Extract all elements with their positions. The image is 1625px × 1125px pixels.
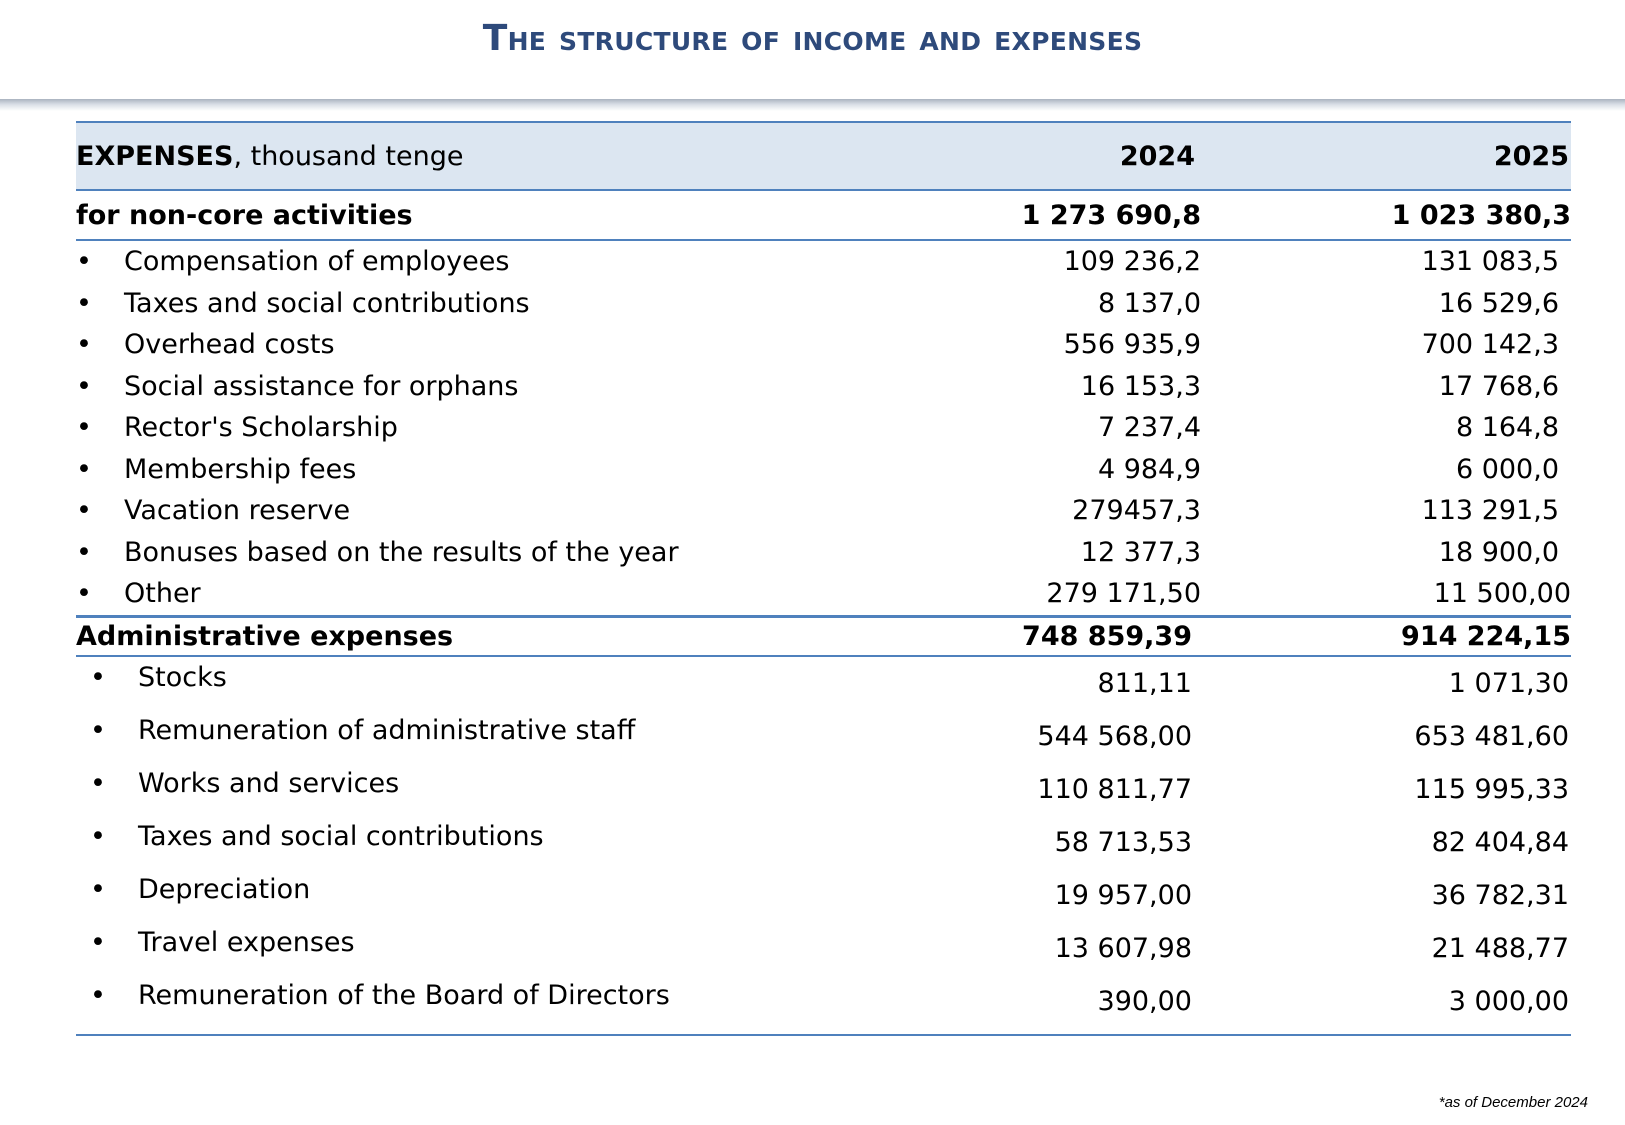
row-value-2025: 653 481,60 [1414, 720, 1569, 752]
row-label-text: Taxes and social contributions [138, 820, 544, 852]
section-label: Administrative expenses [76, 620, 454, 652]
row-label-text: Membership fees [124, 453, 357, 485]
bullet-icon: • [76, 329, 92, 361]
table-row [76, 324, 1571, 366]
bullet-icon: • [76, 370, 92, 402]
expenses-table [76, 121, 1571, 1036]
table-row [76, 490, 1571, 532]
row-value-2024: 12 377,3 [1080, 536, 1201, 568]
row-label [76, 329, 1571, 360]
row-label [76, 768, 1571, 799]
row-label [76, 927, 1571, 958]
row-value-2025: 21 488,77 [1431, 932, 1569, 964]
row-value-2025: 18 900,0 [1438, 536, 1559, 568]
row-value-2024: 4 984,9 [1097, 453, 1201, 485]
row-value-2024: 19 957,00 [1054, 879, 1192, 911]
header-label [76, 141, 1571, 172]
row-value-2025: 11 500,00 [1433, 578, 1571, 610]
bullet-icon: • [76, 536, 92, 568]
row-value-2024: 58 713,53 [1054, 826, 1192, 858]
section-value-2025: 1 023 380,3 [1391, 199, 1571, 231]
table-bottom-rule [76, 1034, 1571, 1036]
section-label: for non-core activities [76, 199, 413, 231]
bullet-icon: • [90, 767, 106, 799]
row-value-2024: 8 137,0 [1097, 287, 1201, 319]
table-row [76, 710, 1571, 763]
row-label-text: Travel expenses [138, 926, 355, 958]
section-value-2024: 748 859,39 [1022, 620, 1192, 652]
row-value-2025: 82 404,84 [1431, 826, 1569, 858]
row-value-2024: 811,11 [1097, 667, 1192, 699]
row-value-2024: 556 935,9 [1063, 329, 1201, 361]
table-row [76, 283, 1571, 325]
row-label-text: Other [124, 578, 201, 610]
bullet-icon: • [76, 412, 92, 444]
row-label [76, 495, 1571, 526]
row-label [76, 537, 1571, 568]
bullet-icon: • [76, 453, 92, 485]
row-label [76, 412, 1571, 443]
row-label-text: Social assistance for orphans [124, 370, 519, 402]
section-value-2025: 914 224,15 [1401, 620, 1571, 652]
table-row [76, 573, 1571, 615]
row-label [76, 662, 1571, 693]
row-label-text: Rector's Scholarship [124, 412, 398, 444]
row-value-2025: 115 995,33 [1414, 773, 1569, 805]
row-value-2024: 13 607,98 [1054, 932, 1192, 964]
row-label-text: Compensation of employees [124, 246, 510, 278]
row-value-2025: 17 768,6 [1438, 370, 1559, 402]
row-label [76, 454, 1571, 485]
row-value-2025: 16 529,6 [1438, 287, 1559, 319]
bullet-icon: • [90, 926, 106, 958]
table-row [76, 869, 1571, 922]
row-value-2024: 279 171,50 [1046, 578, 1201, 610]
row-value-2025: 36 782,31 [1431, 879, 1569, 911]
table-row [76, 657, 1571, 710]
header-col-2024: 2024 [1119, 140, 1195, 172]
row-label-text: Stocks [138, 661, 227, 693]
footnote: *as of December 2024 [1438, 1094, 1588, 1111]
row-label-text: Vacation reserve [124, 495, 351, 527]
section-row-admin [76, 615, 1571, 657]
row-value-2024: 16 153,3 [1080, 370, 1201, 402]
bullet-icon: • [76, 495, 92, 527]
row-label [76, 371, 1571, 402]
noncore-items-list [76, 241, 1571, 615]
row-label [76, 288, 1571, 319]
section-value-2024: 1 273 690,8 [1021, 199, 1201, 231]
row-value-2025: 1 071,30 [1448, 667, 1569, 699]
table-row [76, 241, 1571, 283]
row-label [76, 980, 1571, 1011]
row-value-2024: 110 811,77 [1037, 773, 1192, 805]
row-value-2024: 544 568,00 [1037, 720, 1192, 752]
header-col-2025: 2025 [1493, 140, 1569, 172]
page-title: The structure of income and expenses [482, 18, 1143, 59]
row-value-2025: 131 083,5 [1421, 246, 1559, 278]
row-value-2024: 109 236,2 [1063, 246, 1201, 278]
row-label [76, 246, 1571, 277]
row-value-2025: 113 291,5 [1421, 495, 1559, 527]
table-header-row [76, 121, 1571, 191]
bullet-icon: • [90, 873, 106, 905]
row-label-text: Depreciation [138, 873, 311, 905]
table-row [76, 922, 1571, 975]
title-divider [0, 99, 1625, 111]
row-value-2025: 8 164,8 [1455, 412, 1559, 444]
row-label [76, 578, 1571, 609]
row-value-2025: 700 142,3 [1421, 329, 1559, 361]
row-label-text: Bonuses based on the results of the year [124, 536, 679, 568]
bullet-icon: • [90, 714, 106, 746]
row-label-text: Works and services [138, 767, 400, 799]
bullet-icon: • [90, 820, 106, 852]
row-label [76, 715, 1571, 746]
table-row [76, 366, 1571, 408]
bullet-icon: • [90, 661, 106, 693]
row-label-text: Overhead costs [124, 329, 335, 361]
header-label-bold: EXPENSES [76, 140, 234, 172]
row-value-2024: 279457,3 [1072, 495, 1201, 527]
bullet-icon: • [76, 578, 92, 610]
table-row [76, 975, 1571, 1028]
row-label [76, 874, 1571, 905]
admin-items-list [76, 657, 1571, 1028]
row-value-2025: 3 000,00 [1448, 985, 1569, 1017]
table-row [76, 763, 1571, 816]
section-row-noncore [76, 191, 1571, 241]
table-row [76, 532, 1571, 574]
row-label [76, 821, 1571, 852]
table-row [76, 449, 1571, 491]
row-label-text: Remuneration of the Board of Directors [138, 979, 670, 1011]
table-row [76, 816, 1571, 869]
row-value-2025: 6 000,0 [1455, 453, 1559, 485]
row-label-text: Taxes and social contributions [124, 287, 530, 319]
table-row [76, 407, 1571, 449]
row-value-2024: 390,00 [1097, 985, 1192, 1017]
row-label-text: Remuneration of administrative staff [138, 714, 636, 746]
bullet-icon: • [90, 979, 106, 1011]
row-value-2024: 7 237,4 [1097, 412, 1201, 444]
header-label-rest: , thousand tenge [233, 140, 464, 172]
bullet-icon: • [76, 246, 92, 278]
bullet-icon: • [76, 287, 92, 319]
